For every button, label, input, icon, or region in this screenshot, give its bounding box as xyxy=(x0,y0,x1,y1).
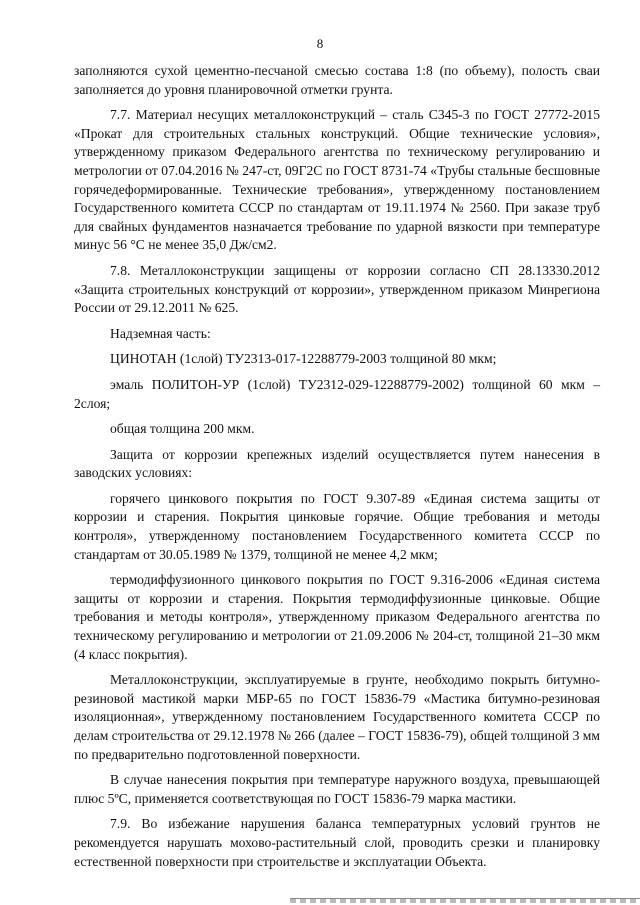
scan-edge-mark xyxy=(290,898,640,903)
paragraph-above-ground-heading: Надземная часть: xyxy=(110,325,211,341)
paragraph-7-7-material: 7.7. Материал несущих металлоконструкций – сталь С345-3 по ГОСТ 27772-2015 «Прокат для строительных стальных конструкций. Общие технические условия», утвержденному приказом Федерального агентства по техническому регулированию и метрологии от 07.04.2016 № 247-ст, 09Г2С по ГОСТ 8731-74 «Трубы стальные бесшовные горячедеформированные. Технические требования», утвержденному постановлением Государственного комитета СССР по стандартам от 19.11.1974 № 2560. При заказе труб для свайных фундаментов назначается требование по ударной вязкости при температуре минус 56 °С не менее 35,0 Дж/см2. xyxy=(74,107,600,253)
paragraph-7-9-soil-balance: 7.9. Во избежание нарушения баланса температурных условий грунтов не рекомендуется нарушать мохово-растительный слой, проводить срезки и планировку естественной поверхности при строительстве и эксплуатации Объекта. xyxy=(74,816,600,869)
page-number: 8 xyxy=(316,36,324,51)
paragraph-bitumen-mastic: Металлоконструкции, эксплуатируемые в грунте, необходимо покрыть битумно-резиновой мастикой марки МБР-65 по ГОСТ 15836-79 «Мастика битумно-резиновая изоляционная», утвержденному постановлением Государственного комитета СССР по делам строительства от 29.12.1978 № 266 (далее – ГОСТ 15836-79), общей толщиной 3 мм по предварительно подготовленной поверхности. xyxy=(74,672,600,762)
paragraph-hot-zinc: горячего цинкового покрытия по ГОСТ 9.307-89 «Единая система защиты от коррозии и старения. Покрытия цинковые горячие. Общие требования и методы контроля», утвержденному постановлением Государственного комитета СССР по стандартам от 30.05.1989 № 1379, толщиной не менее 4,2 мкм; xyxy=(74,490,600,562)
paragraph-politon-enamel: эмаль ПОЛИТОН-УР (1слой) ТУ2312-029-12288779-2002) толщиной 60 мкм – 2слоя; xyxy=(74,376,600,411)
paragraph-total-thickness: общая толщина 200 мкм. xyxy=(110,421,255,437)
paragraph-thermodiffusion-zinc: термодиффузионного цинкового покрытия по ГОСТ 9.316-2006 «Единая система защиты от коррозии и старения. Покрытия термодиффузионные цинковые. Общие требования и методы контроля», утвержденному приказом Федерального агентства по техническому регулированию и метрологии от 21.09.2006 № 204-ст, толщиной 21–30 мкм (4 класс покрытия). xyxy=(74,572,600,662)
paragraph-fastener-protection: Защита от коррозии крепежных изделий осуществляется путем нанесения в заводских условиях: xyxy=(74,446,600,481)
paragraph-mastic-temperature: В случае нанесения покрытия при температуре наружного воздуха, превышающей плюс 5ºС, применяется соответствующая по ГОСТ 15836-79 марка мастики. xyxy=(74,772,600,806)
paragraph-7-8-corrosion: 7.8. Металлоконструкции защищены от коррозии согласно СП 28.13330.2012 «Защита строительных конструкций от коррозии», утвержденном приказом Минрегиона России от 29.12.2011 № 625. xyxy=(74,262,600,316)
paragraph-pile-filling: заполняются сухой цементно-песчаной смесью состава 1:8 (по объему), полость сваи заполняется до уровня планировочной отметки грунта. xyxy=(74,63,600,97)
paragraph-cinotan-layer: ЦИНОТАН (1слой) ТУ2313-017-12288779-2003 толщиной 80 мкм; xyxy=(110,351,497,367)
